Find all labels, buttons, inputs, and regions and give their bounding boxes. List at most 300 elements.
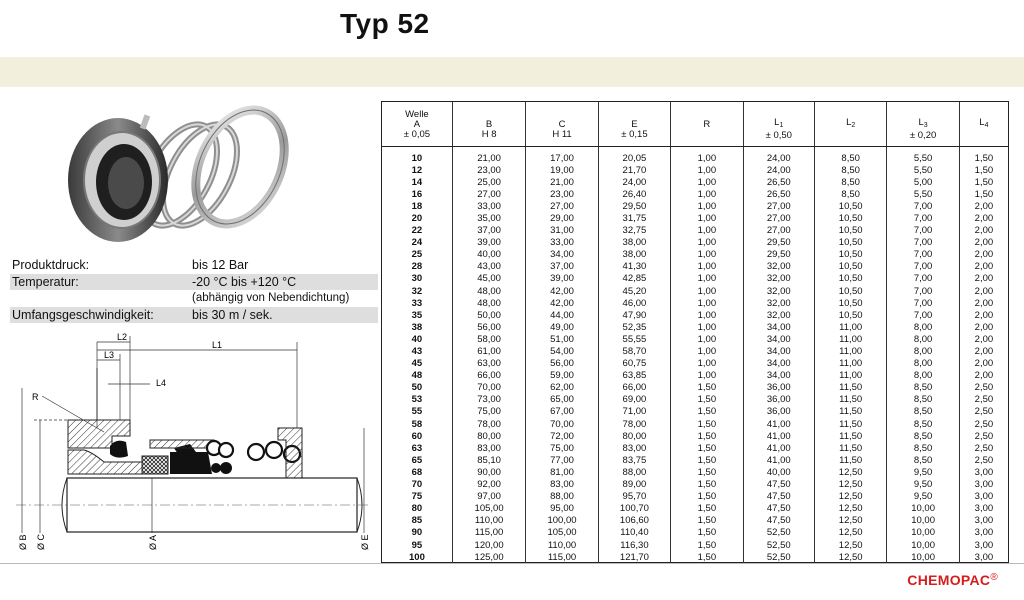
table-cell: 39,00 bbox=[526, 273, 598, 285]
property-label: Produktdruck: bbox=[12, 258, 90, 272]
header-subscript: 1 bbox=[779, 122, 784, 130]
table-cell: 24,00 bbox=[743, 165, 814, 177]
property-row bbox=[10, 274, 378, 291]
table-cell: 1,00 bbox=[671, 249, 743, 261]
table-cell: 10,50 bbox=[814, 213, 886, 225]
table-cell: 48,00 bbox=[452, 286, 525, 298]
table-cell: 1,00 bbox=[671, 225, 743, 237]
header-symbol-text: B bbox=[485, 118, 493, 130]
table-cell: 70,00 bbox=[452, 382, 525, 394]
table-cell: 42,85 bbox=[598, 273, 670, 285]
table-cell: 32,00 bbox=[743, 286, 814, 298]
table-cell: 10,50 bbox=[814, 261, 886, 273]
table-cell: 12,50 bbox=[814, 467, 886, 479]
table-cell: 1,00 bbox=[671, 370, 743, 382]
shaft-diameter-cell: 58 bbox=[382, 419, 452, 431]
table-row bbox=[382, 370, 1008, 382]
table-row bbox=[382, 177, 1008, 189]
table-cell: 8,50 bbox=[887, 419, 959, 431]
table-header-cell bbox=[814, 102, 886, 146]
header-subscript: 3 bbox=[923, 122, 928, 130]
table-row bbox=[382, 261, 1008, 273]
shaft-diameter-cell: 20 bbox=[382, 213, 452, 225]
table-cell: 56,00 bbox=[526, 358, 598, 370]
registered-mark: ® bbox=[990, 572, 998, 583]
dim-e: Ø E bbox=[360, 534, 370, 550]
table-cell: 10,00 bbox=[887, 552, 959, 564]
table-cell: 17,00 bbox=[526, 146, 598, 165]
shaft-diameter-cell: 68 bbox=[382, 467, 452, 479]
table-row bbox=[382, 310, 1008, 322]
table-cell: 5,00 bbox=[887, 177, 959, 189]
table-cell: 7,00 bbox=[887, 237, 959, 249]
table-cell: 2,00 bbox=[974, 333, 994, 345]
table-row bbox=[382, 394, 1008, 406]
table-row bbox=[382, 298, 1008, 310]
brand-logo bbox=[907, 572, 998, 588]
table-header-cell bbox=[887, 102, 959, 146]
page-title: Typ 52 bbox=[340, 8, 430, 39]
dim-c: Ø C bbox=[36, 533, 46, 550]
table-cell: 110,00 bbox=[526, 540, 598, 552]
table-cell: 100,00 bbox=[526, 515, 598, 527]
table-cell: 10,50 bbox=[814, 310, 886, 322]
header-symbol-text: L bbox=[918, 117, 924, 129]
table-cell: 115,00 bbox=[452, 527, 525, 539]
dimension-table bbox=[381, 101, 1009, 563]
table-cell: 60,75 bbox=[598, 358, 670, 370]
shaft-diameter-cell: 10 bbox=[382, 146, 452, 165]
table-cell: 3,00 bbox=[974, 466, 994, 478]
table-cell: 75,00 bbox=[526, 443, 598, 455]
table-cell: 10,50 bbox=[814, 225, 886, 237]
shaft-diameter-cell: 22 bbox=[382, 225, 452, 237]
table-cell: 47,50 bbox=[743, 491, 814, 503]
table-cell: 29,50 bbox=[743, 249, 814, 261]
table-cell: 2,00 bbox=[974, 285, 994, 297]
table-row bbox=[382, 540, 1008, 552]
table-cell: 2,50 bbox=[974, 430, 994, 442]
header-symbol-text: A bbox=[413, 118, 421, 130]
table-cell: 97,00 bbox=[452, 491, 525, 503]
table-cell: 32,00 bbox=[743, 310, 814, 322]
table-cell: 34,00 bbox=[743, 346, 814, 358]
table-cell: 39,00 bbox=[452, 237, 525, 249]
table-cell: 66,00 bbox=[598, 382, 670, 394]
dim-l2: L2 bbox=[117, 332, 128, 342]
table-row bbox=[382, 237, 1008, 249]
table-cell: 110,40 bbox=[598, 527, 670, 539]
table-cell: 1,00 bbox=[671, 286, 743, 298]
shaft-diameter-cell: 40 bbox=[382, 334, 452, 346]
table-cell: 11,50 bbox=[814, 406, 886, 418]
table-cell: 58,00 bbox=[452, 334, 525, 346]
header-tolerance bbox=[671, 130, 742, 140]
table-cell: 11,50 bbox=[814, 443, 886, 455]
table-cell: 2,00 bbox=[974, 212, 994, 224]
table-cell: 5,50 bbox=[887, 146, 959, 165]
table-cell: 63,85 bbox=[598, 370, 670, 382]
table-cell: 1,50 bbox=[974, 176, 994, 188]
table-cell: 2,00 bbox=[974, 346, 994, 357]
table-row bbox=[382, 455, 1008, 467]
table-row bbox=[382, 213, 1008, 225]
table-cell: 41,00 bbox=[743, 431, 814, 443]
table-cell: 10,50 bbox=[814, 249, 886, 261]
table-cell: 70,00 bbox=[526, 419, 598, 431]
table-cell: 26,40 bbox=[598, 189, 670, 201]
table-cell: 49,00 bbox=[526, 322, 598, 334]
table-header-cell bbox=[452, 102, 525, 146]
shaft-diameter-cell: 50 bbox=[382, 382, 452, 394]
property-row bbox=[10, 290, 378, 307]
table-cell: 106,60 bbox=[598, 515, 670, 527]
property-value: bis 12 Bar bbox=[192, 258, 249, 272]
table-cell: 11,50 bbox=[814, 419, 886, 431]
table-cell: 8,50 bbox=[887, 406, 959, 418]
table-row bbox=[382, 225, 1008, 237]
table-cell: 3,00 bbox=[974, 551, 994, 563]
table-row bbox=[382, 146, 1008, 165]
table-header-cell bbox=[382, 102, 452, 146]
table-cell: 7,00 bbox=[887, 213, 959, 225]
table-cell: 5,50 bbox=[887, 189, 959, 201]
shaft-diameter-cell: 12 bbox=[382, 165, 452, 177]
table-cell: 54,00 bbox=[526, 346, 598, 358]
table-cell: 2,50 bbox=[974, 406, 994, 418]
header-symbol-text: L bbox=[979, 117, 985, 129]
table-cell: 8,50 bbox=[814, 165, 886, 177]
table-cell: 2,00 bbox=[974, 297, 994, 309]
table-cell: 83,75 bbox=[598, 455, 670, 467]
table-cell: 12,50 bbox=[814, 479, 886, 491]
table-row bbox=[382, 406, 1008, 418]
table-cell: 10,00 bbox=[887, 540, 959, 552]
table-cell: 1,50 bbox=[671, 467, 743, 479]
table-cell: 12,50 bbox=[814, 515, 886, 527]
table-cell: 27,00 bbox=[526, 201, 598, 213]
property-value: bis 30 m / sek. bbox=[192, 307, 273, 322]
table-cell: 120,00 bbox=[452, 540, 525, 552]
table-cell: 125,00 bbox=[452, 552, 525, 564]
table-row bbox=[382, 165, 1008, 177]
table-cell: 23,00 bbox=[526, 189, 598, 201]
table-cell: 73,00 bbox=[452, 394, 525, 406]
shaft-diameter-cell: 63 bbox=[382, 443, 452, 455]
shaft-diameter-cell: 75 bbox=[382, 491, 452, 503]
header-subscript: 2 bbox=[851, 122, 856, 130]
table-cell: 7,00 bbox=[887, 201, 959, 213]
table-row bbox=[382, 334, 1008, 346]
table-cell: 10,50 bbox=[814, 201, 886, 213]
table-cell: 80,00 bbox=[452, 431, 525, 443]
table-cell: 33,00 bbox=[526, 237, 598, 249]
table-cell: 25,00 bbox=[452, 177, 525, 189]
header-tolerance: H 11 bbox=[552, 128, 572, 140]
table-row bbox=[382, 382, 1008, 394]
table-header-row bbox=[382, 102, 1008, 146]
table-cell: 105,00 bbox=[526, 527, 598, 539]
table-cell: 52,50 bbox=[743, 552, 814, 564]
table-cell: 1,50 bbox=[671, 394, 743, 406]
table-cell: 32,75 bbox=[598, 225, 670, 237]
header-symbol-text: C bbox=[558, 118, 566, 130]
dim-l1: L1 bbox=[212, 340, 223, 350]
table-cell: 3,00 bbox=[974, 515, 994, 527]
table-cell: 2,50 bbox=[974, 442, 994, 454]
table-cell: 59,00 bbox=[526, 370, 598, 382]
shaft-diameter-cell: 32 bbox=[382, 286, 452, 298]
table-cell: 1,50 bbox=[671, 503, 743, 515]
header-tolerance: ± 0,20 bbox=[909, 130, 937, 142]
table-cell: 2,00 bbox=[974, 200, 994, 212]
table-cell: 2,00 bbox=[974, 237, 994, 249]
table-cell: 8,00 bbox=[887, 322, 959, 334]
table-row bbox=[382, 552, 1008, 564]
table-cell: 42,00 bbox=[526, 298, 598, 310]
table-cell: 8,50 bbox=[814, 177, 886, 189]
table-cell: 34,00 bbox=[526, 249, 598, 261]
table-cell: 10,00 bbox=[887, 515, 959, 527]
shaft-diameter-cell: 14 bbox=[382, 177, 452, 189]
table-cell: 20,05 bbox=[598, 146, 670, 165]
table-cell: 1,50 bbox=[974, 164, 994, 176]
table-cell: 1,50 bbox=[671, 540, 743, 552]
properties-list bbox=[10, 257, 378, 323]
table-cell: 1,00 bbox=[671, 146, 743, 165]
table-cell: 8,00 bbox=[887, 358, 959, 370]
table-cell: 8,00 bbox=[887, 334, 959, 346]
shaft-diameter-cell: 35 bbox=[382, 310, 452, 322]
table-header-cell bbox=[598, 102, 670, 146]
table-cell: 11,50 bbox=[814, 382, 886, 394]
header-tolerance: ± 0,15 bbox=[621, 128, 648, 140]
table-cell: 1,00 bbox=[671, 201, 743, 213]
table-cell: 2,00 bbox=[974, 370, 994, 382]
table-cell: 38,00 bbox=[598, 237, 670, 249]
table-cell: 37,00 bbox=[526, 261, 598, 273]
table-row bbox=[382, 201, 1008, 213]
shaft-diameter-cell: 25 bbox=[382, 249, 452, 261]
footer-rule bbox=[0, 563, 1024, 564]
header-tolerance: ± 0,50 bbox=[765, 130, 792, 142]
table-cell: 1,50 bbox=[671, 443, 743, 455]
table-cell: 8,00 bbox=[887, 370, 959, 382]
property-label: Umfangsgeschwindigkeit: bbox=[12, 307, 154, 322]
table-cell: 2,00 bbox=[974, 358, 994, 370]
table-cell: 121,70 bbox=[598, 552, 670, 564]
table-cell: 1,50 bbox=[671, 479, 743, 491]
table-cell: 10,00 bbox=[887, 503, 959, 515]
table-cell: 7,00 bbox=[887, 310, 959, 322]
table-cell: 2,00 bbox=[974, 225, 994, 237]
table-cell: 1,50 bbox=[671, 552, 743, 564]
table-cell: 2,50 bbox=[974, 394, 994, 406]
table-cell: 12,50 bbox=[814, 491, 886, 503]
header-tolerance bbox=[960, 131, 1008, 141]
shaft-diameter-cell: 48 bbox=[382, 370, 452, 382]
shaft-diameter-cell: 43 bbox=[382, 346, 452, 358]
table-cell: 1,00 bbox=[671, 346, 743, 358]
table-cell: 38,00 bbox=[598, 249, 670, 261]
technical-drawing bbox=[12, 328, 374, 558]
table-cell: 7,00 bbox=[887, 249, 959, 261]
table-cell: 100,70 bbox=[598, 503, 670, 515]
table-cell: 56,00 bbox=[452, 322, 525, 334]
table-cell: 26,50 bbox=[743, 189, 814, 201]
shaft-diameter-cell: 45 bbox=[382, 358, 452, 370]
table-cell: 11,00 bbox=[814, 322, 886, 334]
table-cell: 10,50 bbox=[814, 286, 886, 298]
table-cell: 2,50 bbox=[974, 418, 994, 430]
property-value: -20 °C bis +120 °C bbox=[192, 274, 297, 289]
table-cell: 29,50 bbox=[598, 201, 670, 213]
header-tolerance bbox=[815, 131, 886, 141]
dim-r: R bbox=[32, 392, 39, 402]
shaft-diameter-cell: 65 bbox=[382, 455, 452, 467]
table-cell: 27,00 bbox=[452, 189, 525, 201]
table-row bbox=[382, 322, 1008, 334]
table-cell: 116,30 bbox=[598, 540, 670, 552]
table-cell: 8,50 bbox=[887, 455, 959, 467]
table-cell: 11,50 bbox=[814, 455, 886, 467]
table-cell: 1,00 bbox=[671, 298, 743, 310]
table-cell: 1,50 bbox=[974, 188, 994, 200]
table-cell: 24,00 bbox=[743, 146, 814, 165]
table-cell: 27,00 bbox=[743, 225, 814, 237]
table-cell: 83,00 bbox=[526, 479, 598, 491]
table-cell: 52,50 bbox=[743, 527, 814, 539]
table-cell: 95,70 bbox=[598, 491, 670, 503]
table-cell: 85,10 bbox=[452, 455, 525, 467]
dim-b: Ø B bbox=[18, 534, 28, 550]
table-cell: 21,70 bbox=[598, 165, 670, 177]
table-cell: 69,00 bbox=[598, 394, 670, 406]
header-tolerance: ± 0,05 bbox=[403, 128, 431, 140]
shaft-diameter-cell: 100 bbox=[382, 552, 452, 564]
table-row bbox=[382, 273, 1008, 285]
table-cell: 89,00 bbox=[598, 479, 670, 491]
table-cell: 88,00 bbox=[598, 467, 670, 479]
table-cell: 66,00 bbox=[452, 370, 525, 382]
dim-l4: L4 bbox=[156, 378, 167, 388]
table-cell: 67,00 bbox=[526, 406, 598, 418]
table-cell: 10,50 bbox=[814, 298, 886, 310]
table-row bbox=[382, 431, 1008, 443]
table-cell: 65,00 bbox=[526, 394, 598, 406]
logo-text: CHEMOPAC bbox=[907, 572, 991, 588]
table-cell: 61,00 bbox=[452, 346, 525, 358]
table-cell: 1,00 bbox=[671, 358, 743, 370]
table-cell: 1,00 bbox=[671, 177, 743, 189]
table-cell: 2,00 bbox=[974, 321, 994, 333]
table-cell: 47,50 bbox=[743, 503, 814, 515]
table-cell: 3,00 bbox=[974, 479, 994, 491]
table-cell: 1,00 bbox=[671, 165, 743, 177]
header-symbol-text: L bbox=[774, 117, 780, 129]
table-cell: 1,50 bbox=[671, 431, 743, 443]
table-cell: 11,00 bbox=[814, 334, 886, 346]
shaft-diameter-cell: 60 bbox=[382, 431, 452, 443]
table-cell: 10,50 bbox=[814, 237, 886, 249]
table-row bbox=[382, 443, 1008, 455]
shaft-diameter-cell: 55 bbox=[382, 406, 452, 418]
property-row bbox=[10, 307, 378, 324]
table-cell: 7,00 bbox=[887, 225, 959, 237]
table-cell: 24,00 bbox=[598, 177, 670, 189]
dim-a: Ø A bbox=[148, 534, 158, 550]
table-cell: 72,00 bbox=[526, 431, 598, 443]
table-cell: 26,50 bbox=[743, 177, 814, 189]
table-cell: 1,00 bbox=[671, 273, 743, 285]
table-cell: 1,00 bbox=[671, 213, 743, 225]
table-cell: 1,50 bbox=[671, 515, 743, 527]
property-label bbox=[10, 290, 192, 307]
header-symbol-text: R bbox=[703, 118, 711, 130]
table-header-cell bbox=[743, 102, 814, 146]
table-cell: 1,00 bbox=[671, 334, 743, 346]
table-cell: 1,00 bbox=[671, 237, 743, 249]
shaft-diameter-cell: 53 bbox=[382, 394, 452, 406]
table-cell: 58,70 bbox=[598, 346, 670, 358]
table-cell: 1,00 bbox=[671, 261, 743, 273]
table-cell: 12,50 bbox=[814, 552, 886, 564]
table-row bbox=[382, 479, 1008, 491]
table-cell: 2,00 bbox=[974, 309, 994, 321]
table-cell: 83,00 bbox=[598, 443, 670, 455]
table-cell: 71,00 bbox=[598, 406, 670, 418]
table-cell: 43,00 bbox=[452, 261, 525, 273]
table-cell: 9,50 bbox=[887, 479, 959, 491]
table-cell: 12,50 bbox=[814, 503, 886, 515]
table-cell: 41,00 bbox=[743, 455, 814, 467]
table-cell: 83,00 bbox=[452, 443, 525, 455]
table-cell: 5,50 bbox=[887, 165, 959, 177]
table-cell: 32,00 bbox=[743, 261, 814, 273]
table-cell: 2,50 bbox=[974, 382, 994, 394]
table-cell: 78,00 bbox=[598, 419, 670, 431]
table-cell: 55,55 bbox=[598, 334, 670, 346]
table-cell: 46,00 bbox=[598, 298, 670, 310]
header-subscript: 4 bbox=[984, 122, 989, 130]
table-header-cell bbox=[959, 102, 1008, 146]
table-row bbox=[382, 515, 1008, 527]
table-cell: 2,00 bbox=[974, 273, 994, 285]
shaft-diameter-cell: 80 bbox=[382, 503, 452, 515]
table-cell: 12,50 bbox=[814, 527, 886, 539]
table-cell: 1,50 bbox=[974, 152, 994, 164]
table-cell: 27,00 bbox=[743, 201, 814, 213]
table-cell: 115,00 bbox=[526, 552, 598, 564]
table-cell: 3,00 bbox=[974, 539, 994, 551]
table-cell: 11,00 bbox=[814, 346, 886, 358]
table-cell: 77,00 bbox=[526, 455, 598, 467]
table-cell: 48,00 bbox=[452, 298, 525, 310]
table-cell: 32,00 bbox=[743, 273, 814, 285]
table-row bbox=[382, 467, 1008, 479]
table-cell: 8,50 bbox=[814, 146, 886, 165]
shaft-diameter-cell: 16 bbox=[382, 189, 452, 201]
shaft-diameter-cell: 18 bbox=[382, 201, 452, 213]
table-cell: 52,50 bbox=[743, 540, 814, 552]
table-cell: 1,50 bbox=[671, 527, 743, 539]
table-cell: 21,00 bbox=[526, 177, 598, 189]
table-cell: 10,50 bbox=[814, 273, 886, 285]
table-cell: 8,50 bbox=[887, 431, 959, 443]
table-cell: 40,00 bbox=[452, 249, 525, 261]
shaft-diameter-cell: 70 bbox=[382, 479, 452, 491]
table-cell: 8,50 bbox=[814, 189, 886, 201]
